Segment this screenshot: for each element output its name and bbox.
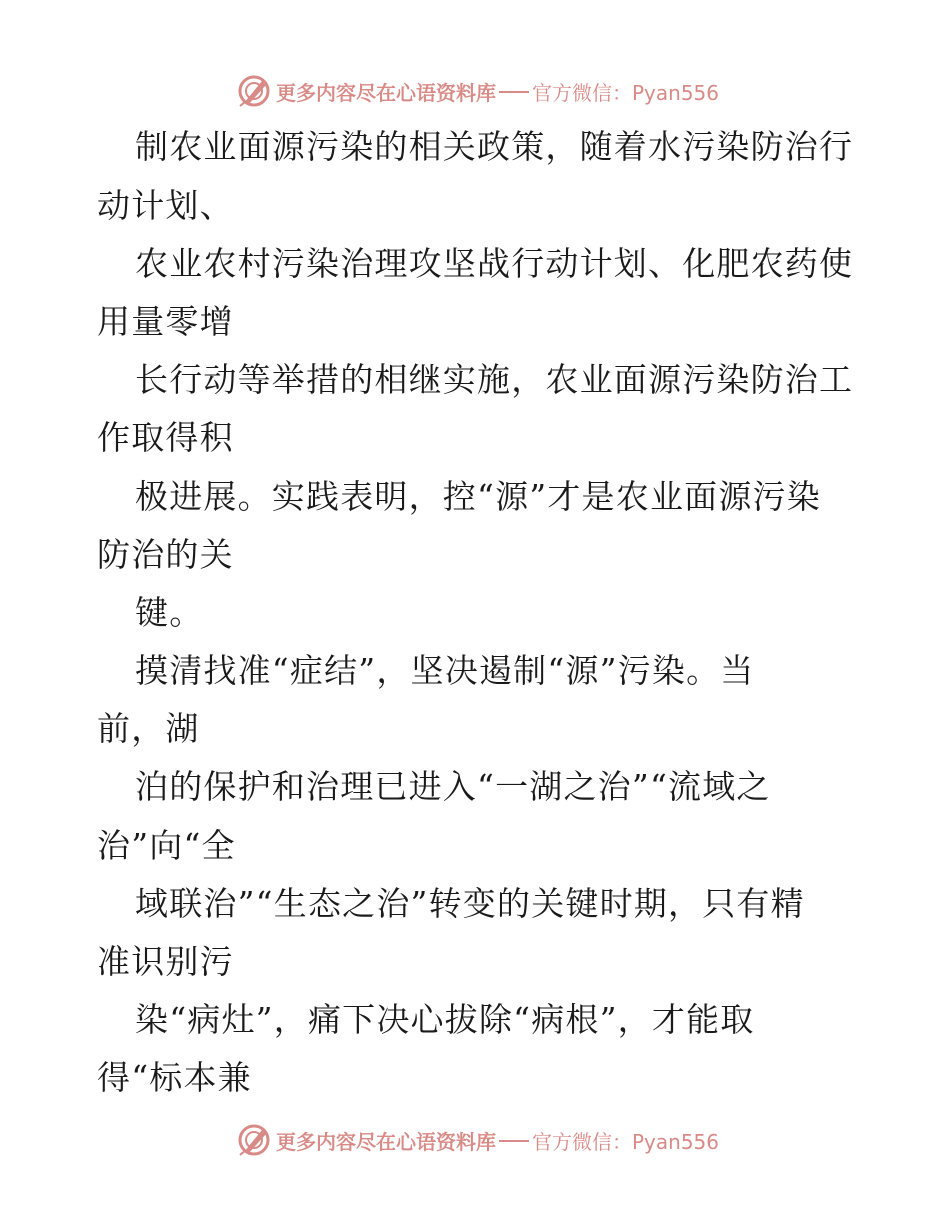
body-line: 域联治”“生态之治”转变的关键时期，只有精 (135, 884, 805, 923)
footer-banner (236, 1120, 719, 1160)
pen-circle-logo-icon (236, 1122, 272, 1158)
body-line: 防治的关 (97, 535, 234, 574)
body-line: 键。 (135, 593, 204, 632)
body-line: 摸清找准“症结”，坚决遏制“源”污染。当 (135, 651, 755, 690)
body-line: 极进展。实践表明，控“源”才是农业面源污染 (135, 477, 821, 516)
body-line: 用量零增 (97, 302, 234, 341)
header-banner (236, 71, 719, 111)
body-line: 得“标本兼 (97, 1058, 252, 1097)
body-line: 农业农村污染治理攻坚战行动计划、化肥农药使 (135, 244, 854, 283)
header-banner-main-text: 更多内容尽在心语资料库 (276, 80, 496, 105)
footer-banner-dash (499, 1140, 529, 1142)
body-line: 准识别污 (97, 942, 234, 981)
body-line: 治”向“全 (97, 826, 236, 865)
header-banner-wechat: 官方微信：Pyan556 (532, 80, 720, 105)
pen-circle-logo-icon (236, 73, 272, 109)
body-line: 制农业面源污染的相关政策，随着水污染防治行 (135, 127, 854, 166)
footer-banner-main-text: 更多内容尽在心语资料库 (276, 1129, 496, 1154)
footer-banner-wechat: 官方微信：Pyan556 (532, 1129, 720, 1154)
body-line: 前，湖 (97, 709, 200, 748)
body-line: 染“病灶”，痛下决心拔除“病根”，才能取 (135, 1000, 755, 1039)
body-line: 泊的保护和治理已进入“一湖之治”“流域之 (135, 767, 771, 806)
body-line: 长行动等举措的相继实施，农业面源污染防治工 (135, 360, 854, 399)
header-banner-dash (499, 91, 529, 93)
body-line: 作取得积 (97, 418, 234, 457)
body-line: 动计划、 (97, 186, 234, 225)
